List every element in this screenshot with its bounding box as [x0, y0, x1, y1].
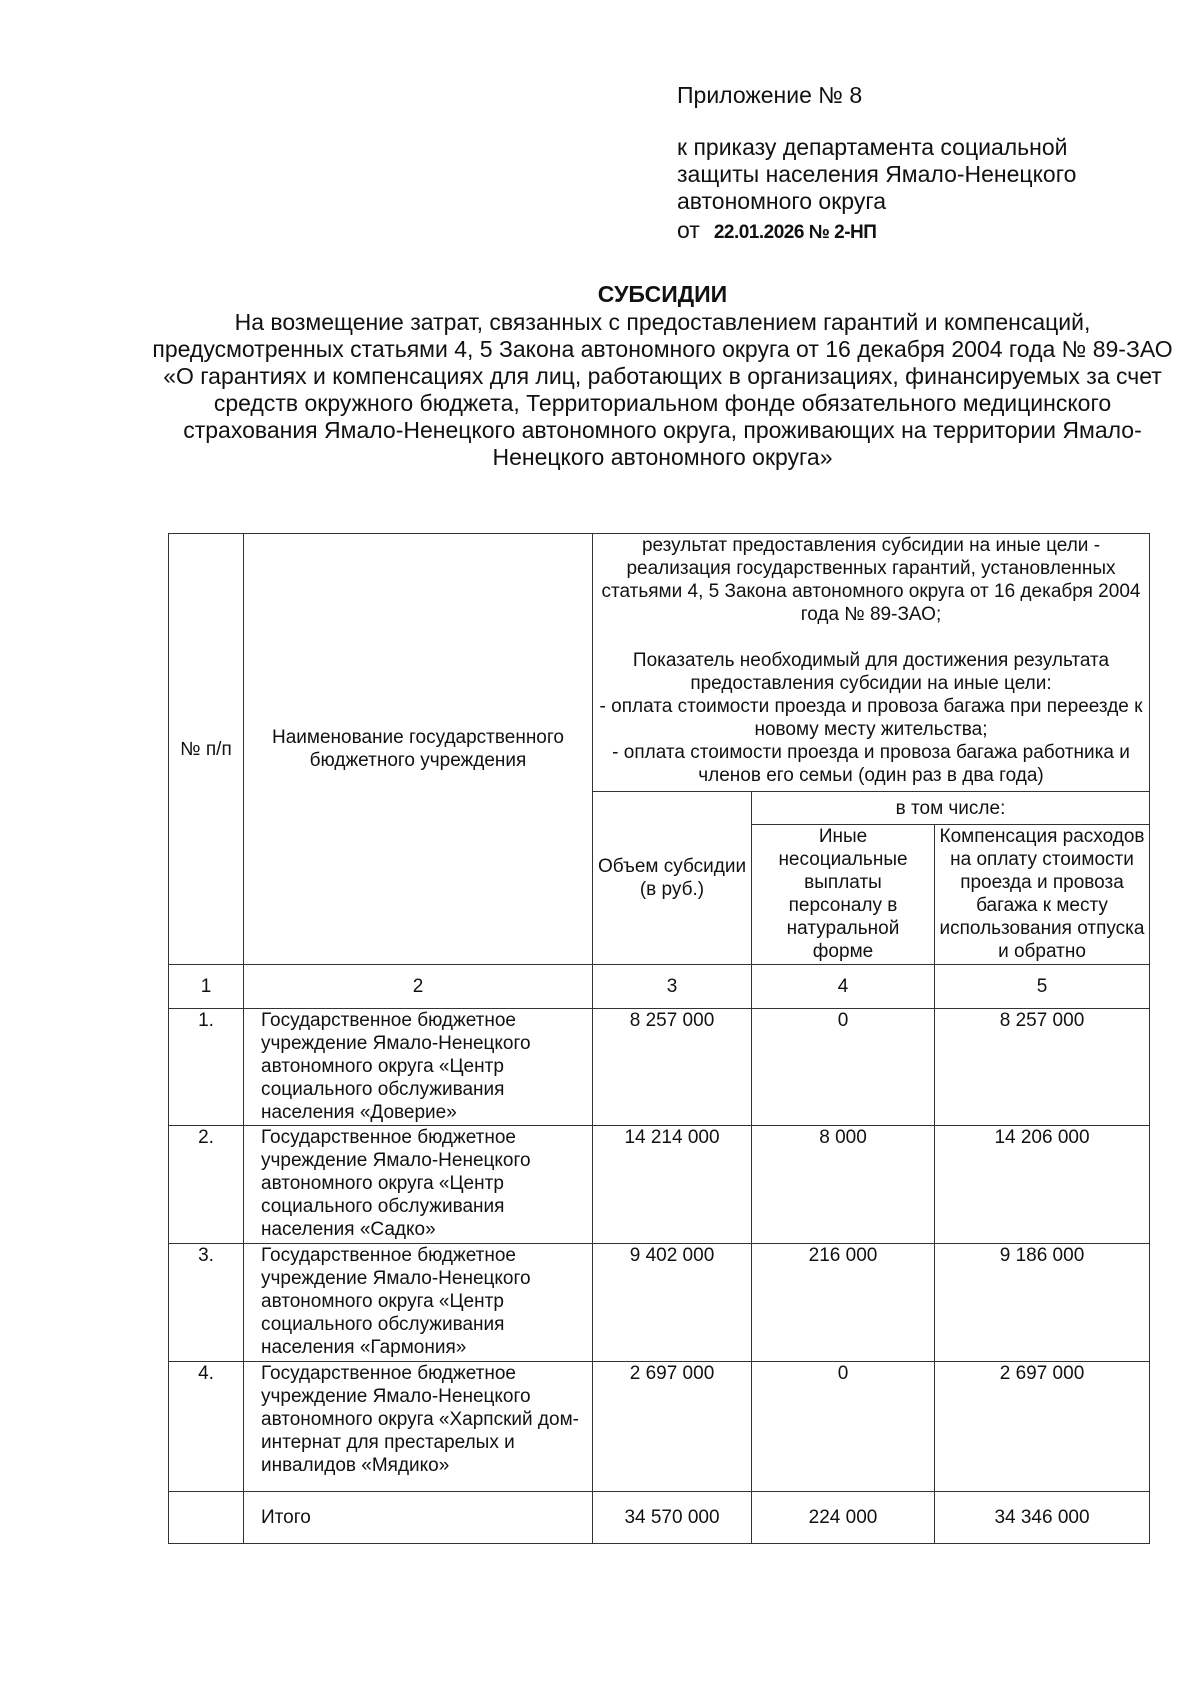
row-other: 0: [752, 1362, 935, 1492]
document-title: СУБСИДИИ: [597, 281, 728, 307]
indicator-item-1: - оплата стоимости проезда и провоза багажа при переезде к новому месту жительства;: [599, 696, 1143, 740]
col-number: 1: [169, 965, 244, 1009]
row-num: 4.: [169, 1362, 244, 1492]
total-other: 224 000: [752, 1492, 935, 1544]
table-header-row: [169, 534, 1150, 792]
header-other-payments: Иные несоциальные выплаты персоналу в натуральной форме: [752, 825, 935, 965]
row-institution: Государственное бюджетное учреждение Ямало-Ненецкого автономного округа «Харпский дом-интернат для престарелых и инвалидов «Мядико»: [244, 1362, 593, 1492]
total-compensation: 34 346 000: [935, 1492, 1150, 1544]
col-number: 2: [244, 965, 593, 1009]
table-row: [169, 1244, 1150, 1362]
column-numbers-row: [169, 965, 1150, 1009]
row-num: 2.: [169, 1126, 244, 1244]
table-row: [169, 1009, 1150, 1126]
row-num: 1.: [169, 1009, 244, 1126]
subsidies-table: [168, 533, 1150, 1544]
row-compensation: 14 206 000: [935, 1126, 1150, 1244]
result-text: результат предоставления субсидии на иные цели - реализация государственных гарантий, установленных статьями 4, 5 Закона автономного округа от 16 декабря 2004 года № 89-ЗАО;: [601, 535, 1141, 625]
row-institution: Государственное бюджетное учреждение Ямало-Ненецкого автономного округа «Центр социального обслуживания населения «Доверие»: [244, 1009, 593, 1126]
header-including: в том числе:: [752, 792, 1150, 825]
total-volume: 34 570 000: [593, 1492, 752, 1544]
result-gap: [597, 626, 1145, 649]
total-row: [169, 1492, 1150, 1544]
total-num: [169, 1492, 244, 1544]
table-row: [169, 1362, 1150, 1492]
appendix-date-line: [677, 217, 1137, 246]
col-number: 4: [752, 965, 935, 1009]
order-date-number: 22.01.2026 № 2-НП: [713, 222, 877, 243]
document-subtitle: На возмещение затрат, связанных с предоставлением гарантий и компенсаций, предусмотренных статьями 4, 5 Закона автономного округа от 16 декабря 2004 года № 89-ЗАО «О гарантиях и компенсациях для лиц, работающих в организациях, финансируемых за счет средств окружного бюджета, Территориальном фонде обязательного медицинского страхования Ямало-Ненецкого автономного округа, проживающих на территории Ямало-Ненецкого автономного округа»: [152, 309, 1173, 470]
document-heading: [150, 281, 1175, 471]
table-row: [169, 1126, 1150, 1244]
header-compensation: Компенсация расходов на оплату стоимости проезда и провоза багажа к месту использования отпуска и обратно: [935, 825, 1150, 965]
row-volume: 8 257 000: [593, 1009, 752, 1126]
header-num: № п/п: [169, 534, 244, 965]
row-institution: Государственное бюджетное учреждение Ямало-Ненецкого автономного округа «Центр социального обслуживания населения «Гармония»: [244, 1244, 593, 1362]
row-other: 0: [752, 1009, 935, 1126]
indicator-title: Показатель необходимый для достижения результата предоставления субсидии на иные цели:: [632, 650, 1110, 694]
header-result: [593, 534, 1150, 792]
appendix-block: [677, 82, 1137, 246]
row-compensation: 2 697 000: [935, 1362, 1150, 1492]
appendix-title: Приложение № 8: [677, 82, 863, 108]
row-compensation: 9 186 000: [935, 1244, 1150, 1362]
row-other: 216 000: [752, 1244, 935, 1362]
col-number: 3: [593, 965, 752, 1009]
appendix-order-reference: к приказу департамента социальной защиты населения Ямало-Ненецкого автономного округа: [677, 134, 1077, 214]
row-volume: 14 214 000: [593, 1126, 752, 1244]
row-other: 8 000: [752, 1126, 935, 1244]
date-prefix: от: [677, 217, 700, 243]
header-volume: Объем субсидии (в руб.): [593, 792, 752, 965]
row-compensation: 8 257 000: [935, 1009, 1150, 1126]
total-label: Итого: [244, 1492, 593, 1544]
indicator-item-2: - оплата стоимости проезда и провоза багажа работника и членов его семьи (один раз в два года): [612, 742, 1130, 786]
row-institution: Государственное бюджетное учреждение Ямало-Ненецкого автономного округа «Центр социального обслуживания населения «Садко»: [244, 1126, 593, 1244]
row-volume: 9 402 000: [593, 1244, 752, 1362]
header-institution: Наименование государственного бюджетного учреждения: [244, 534, 593, 965]
row-num: 3.: [169, 1244, 244, 1362]
row-volume: 2 697 000: [593, 1362, 752, 1492]
col-number: 5: [935, 965, 1150, 1009]
